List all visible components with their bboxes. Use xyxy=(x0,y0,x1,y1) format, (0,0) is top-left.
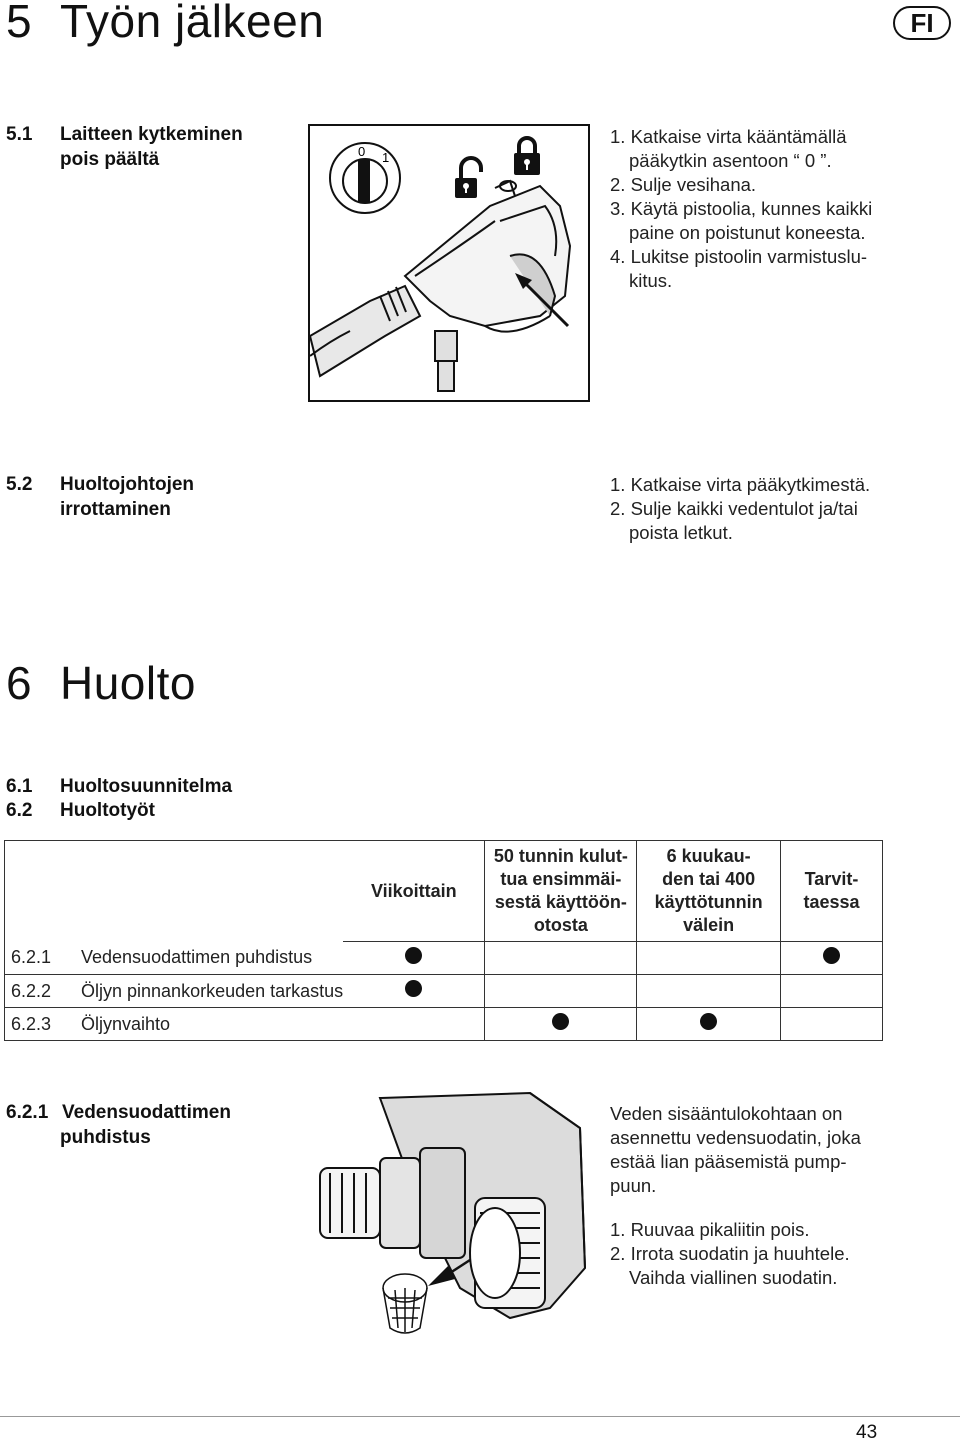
schedule-cell xyxy=(637,1008,781,1041)
row-label-cell xyxy=(5,1008,344,1041)
row-number: 6.2.3 xyxy=(11,1013,52,1034)
main-switch-icon xyxy=(330,143,400,213)
section-5-2-number: 5.2 xyxy=(6,474,33,495)
row-number: 6.2.1 xyxy=(11,947,52,968)
section-5-2-title-line: Huoltojohtojen xyxy=(60,474,195,495)
gun-lock-figure xyxy=(308,124,590,402)
chapter-6-title: Huolto xyxy=(60,657,196,709)
schedule-cell xyxy=(343,975,485,1008)
maintenance-schedule-table xyxy=(4,840,883,1041)
section-6-2-1-title xyxy=(60,1100,231,1150)
section-6-2-1-title-line: Vedensuodattimen xyxy=(62,1102,231,1123)
step-line: 2. Sulje vesihana. xyxy=(610,174,757,195)
row-label-cell xyxy=(5,975,344,1008)
row-label: Öljyn pinnankorkeuden tarkastus xyxy=(81,980,344,1001)
schedule-cell xyxy=(780,975,882,1008)
row-number: 6.2.2 xyxy=(11,980,52,1001)
filter-icon xyxy=(383,1274,427,1333)
schedule-cell xyxy=(485,975,637,1008)
section-6-1-title: Huoltosuunnitelma xyxy=(60,776,233,797)
schedule-cell xyxy=(780,1008,882,1041)
row-label-cell xyxy=(5,942,344,975)
section-5-2-title-line: irrottaminen xyxy=(60,499,171,520)
step-line: 2. Sulje kaikki vedentulot ja/tai xyxy=(610,498,858,519)
section-6-2-1-number: 6.2.1 xyxy=(6,1102,49,1123)
chapter-5-title: Työn jälkeen xyxy=(60,0,325,47)
section-5-1-steps xyxy=(610,125,872,293)
step-line: Vaihda viallinen suodatin. xyxy=(629,1267,838,1288)
table-row xyxy=(5,975,883,1008)
schedule-cell xyxy=(637,942,781,975)
schedule-dot-icon xyxy=(405,980,422,997)
step-line: 2. Irrota suodatin ja huuhtele. xyxy=(610,1243,850,1264)
schedule-cell xyxy=(637,975,781,1008)
step-line: pääkytkin asentoon “ 0 ”. xyxy=(629,150,832,171)
page-number: 43 xyxy=(856,1422,878,1443)
schedule-cell xyxy=(485,1008,637,1041)
column-header-weekly: Viikoittain xyxy=(343,841,485,942)
unlocked-padlock-icon xyxy=(455,158,481,198)
water-filter-illustration xyxy=(300,1088,600,1338)
schedule-dot-icon xyxy=(405,947,422,964)
row-label: Vedensuodattimen puhdistus xyxy=(81,947,313,968)
step-line: 1. Katkaise virta kääntämällä xyxy=(610,126,847,147)
chapter-6-number: 6 xyxy=(6,657,33,709)
table-row xyxy=(5,1008,883,1041)
description-line: estää lian pääsemistä pump- xyxy=(610,1151,847,1172)
water-filter-figure xyxy=(300,1088,600,1338)
section-5-2-title xyxy=(60,472,194,522)
schedule-cell xyxy=(343,942,485,975)
section-5-1-title-line: pois päältä xyxy=(60,149,160,170)
section-6-1-number: 6.1 xyxy=(6,776,33,797)
section-5-1-title-line: Laitteen kytkeminen xyxy=(60,124,243,145)
spray-gun-drawing xyxy=(310,181,570,391)
step-line: paine on poistunut koneesta. xyxy=(629,222,866,243)
table-row xyxy=(5,942,883,975)
section-6-2-1-description xyxy=(610,1102,861,1198)
section-6-2-title: Huoltotyöt xyxy=(60,800,155,821)
table-corner-cell xyxy=(5,841,344,942)
language-badge xyxy=(893,6,951,40)
step-line: 3. Käytä pistoolia, kunnes kaikki xyxy=(610,198,873,219)
schedule-cell xyxy=(343,1008,485,1041)
gun-lock-illustration xyxy=(310,126,587,399)
description-line: puun. xyxy=(610,1175,657,1196)
schedule-dot-icon xyxy=(700,1013,717,1030)
language-badge-label: FI xyxy=(910,7,934,38)
section-5-1-title xyxy=(60,122,243,172)
switch-label-1: 1 xyxy=(382,150,390,165)
schedule-dot-icon xyxy=(552,1013,569,1030)
section-5-1-number: 5.1 xyxy=(6,124,33,145)
table-header-row xyxy=(5,841,883,942)
column-header-6-months: 6 kuukau- den tai 400 käyttötunnin välein xyxy=(637,841,781,942)
column-header-as-needed: Tarvit- taessa xyxy=(780,841,882,942)
column-header-50-hours: 50 tunnin kulut- tua ensimmäi- sestä käyttöön- otosta xyxy=(485,841,637,942)
section-6-2-1-steps xyxy=(610,1218,850,1290)
footer-divider xyxy=(0,1416,960,1417)
section-5-2-steps xyxy=(610,473,870,545)
description-line: asennettu vedensuodatin, joka xyxy=(610,1127,861,1148)
section-6-2-1-title-line: puhdistus xyxy=(60,1127,151,1148)
description-line: Veden sisääntulokohtaan on xyxy=(610,1103,843,1124)
schedule-dot-icon xyxy=(823,947,840,964)
step-line: 1. Ruuvaa pikaliitin pois. xyxy=(610,1219,810,1240)
row-label: Öljynvaihto xyxy=(81,1013,171,1034)
section-6-2-number: 6.2 xyxy=(6,800,33,821)
locked-padlock-icon xyxy=(514,138,540,175)
step-line: 1. Katkaise virta pääkytkimestä. xyxy=(610,474,871,495)
schedule-cell xyxy=(780,942,882,975)
switch-label-0: 0 xyxy=(358,144,366,159)
step-line: 4. Lukitse pistoolin varmistuslu- xyxy=(610,246,868,267)
schedule-cell xyxy=(485,942,637,975)
chapter-5-number: 5 xyxy=(6,0,33,47)
step-line: kitus. xyxy=(629,270,673,291)
step-line: poista letkut. xyxy=(629,522,733,543)
